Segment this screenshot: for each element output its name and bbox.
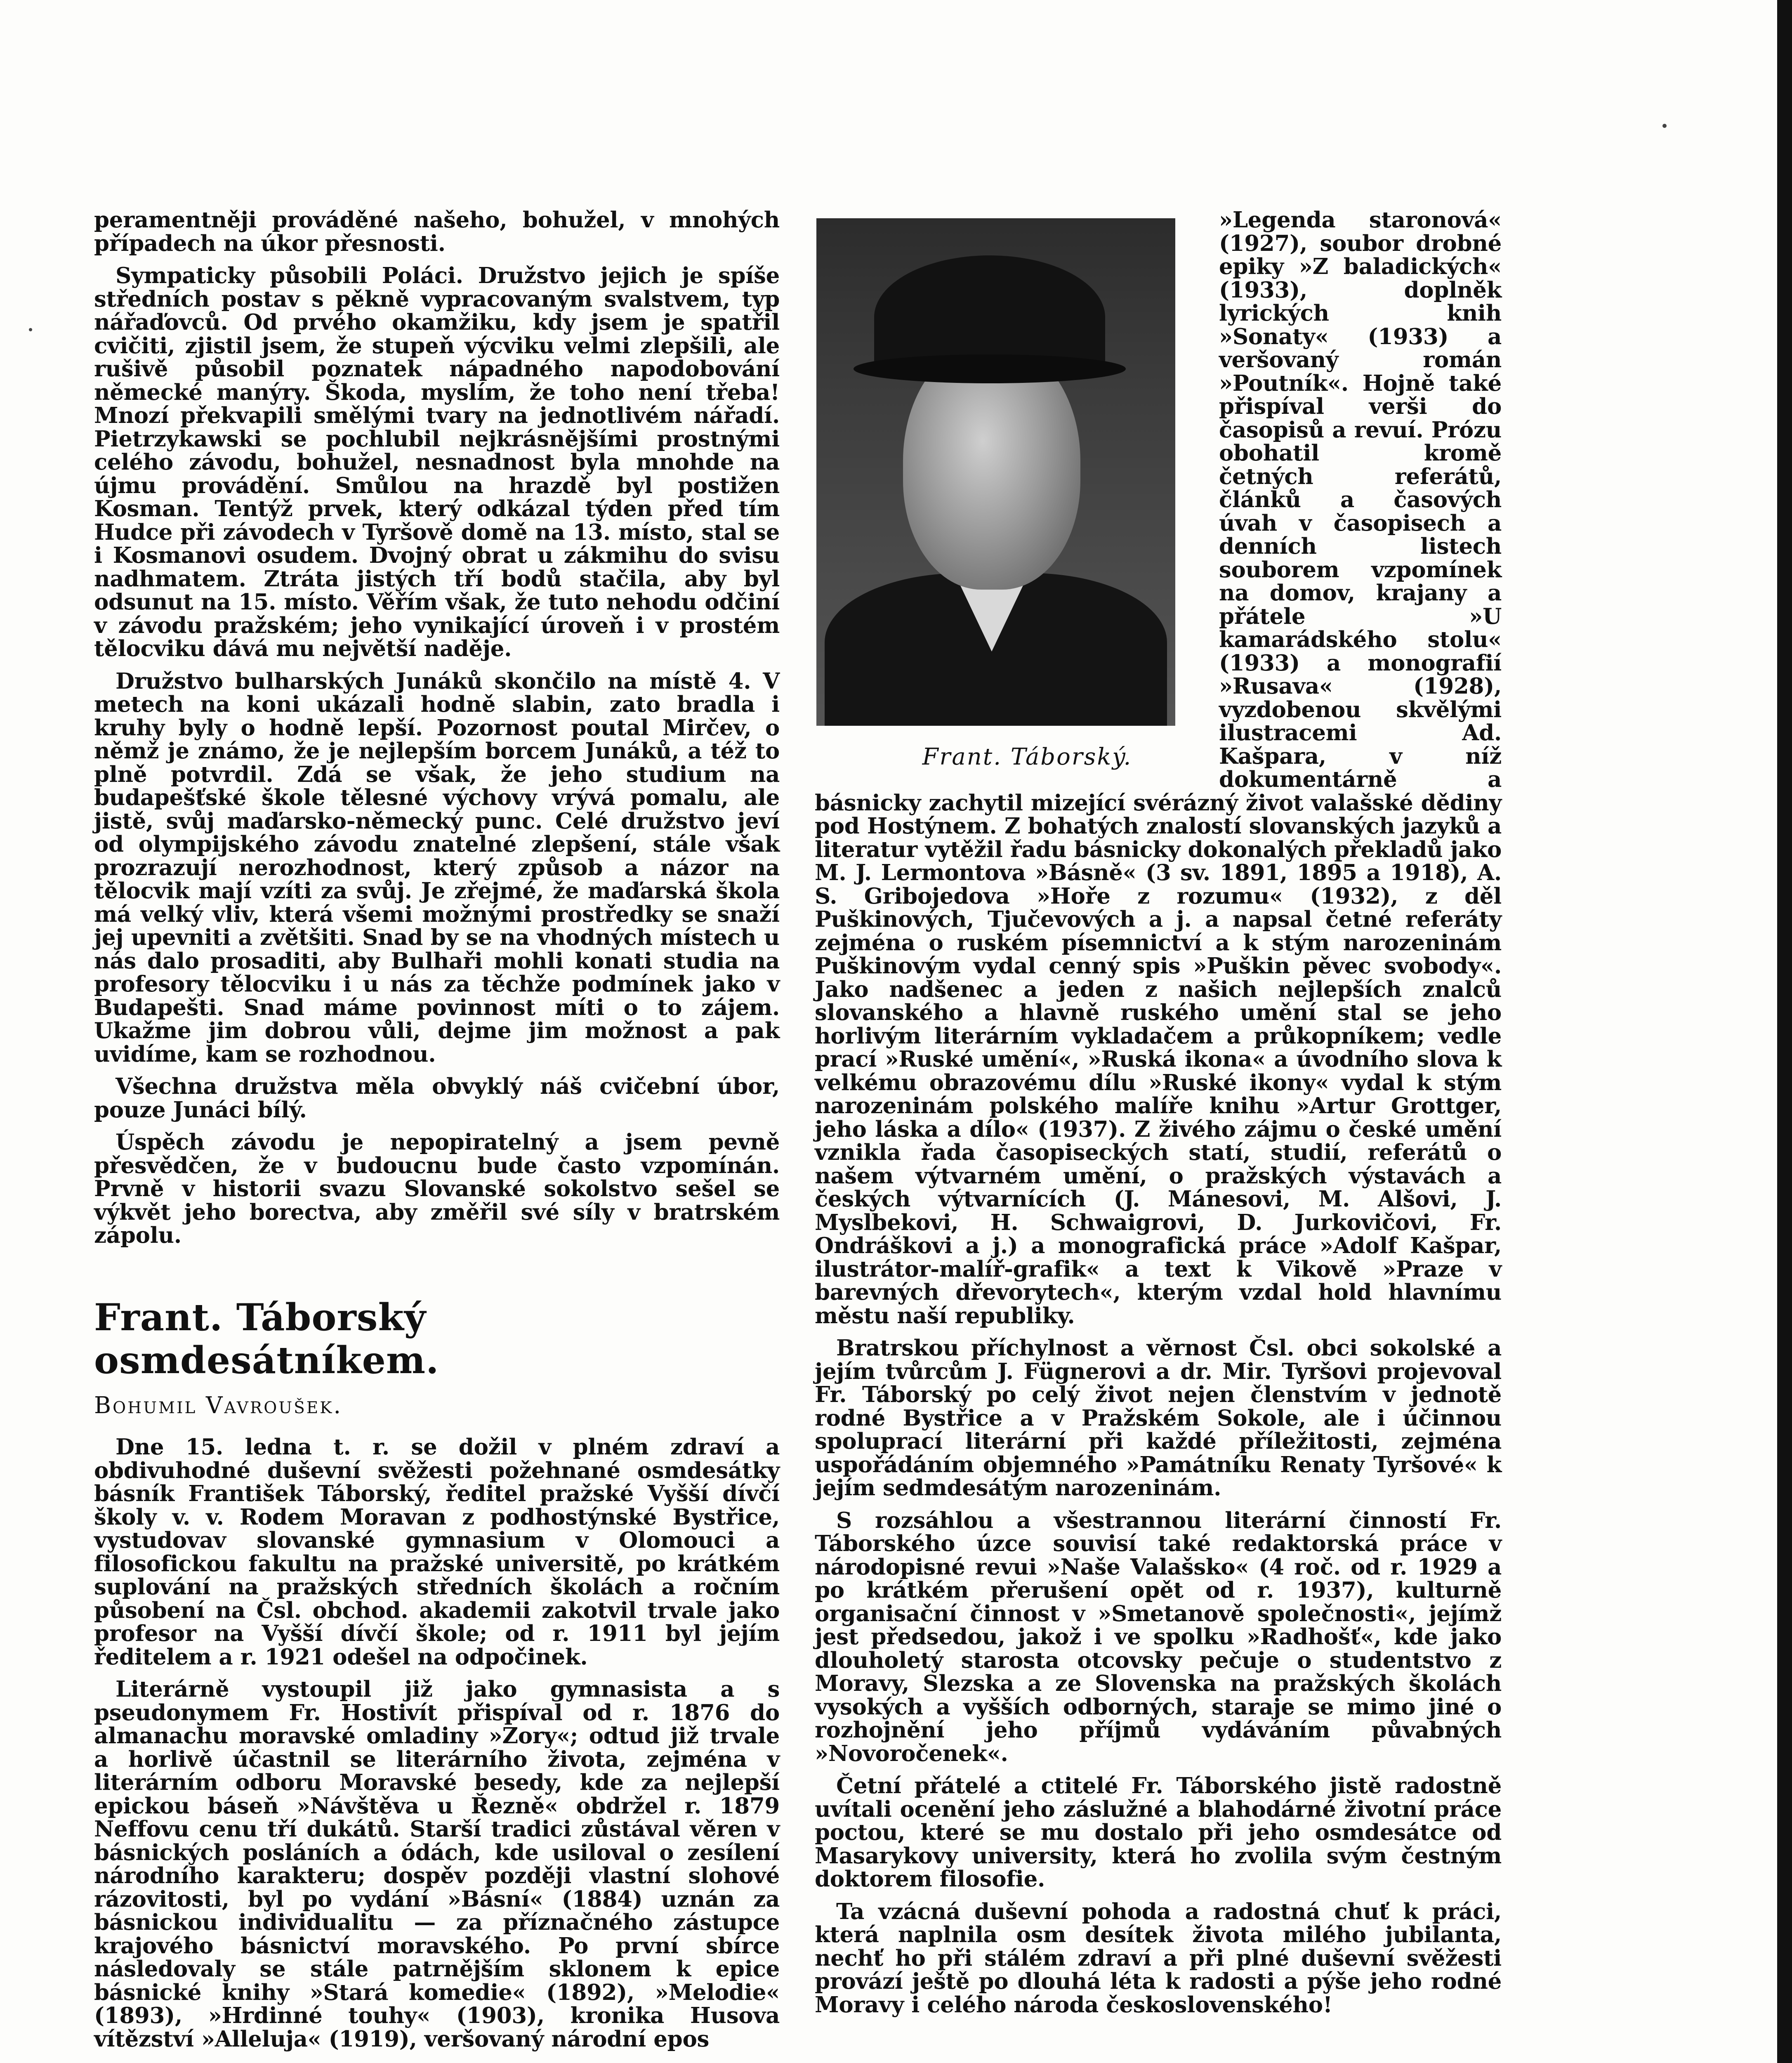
paragraph: Úspěch závodu je nepopiratelný a jsem pevně přesvědčen, že v budoucnu bude často vzpomínán. Prvně v historii svazu Slovanské sokolstvo sešel se výkvět jeho borectva, aby změřil své síly v bratrském zápolu. [94,1129,780,1248]
paragraph: peramentněji prováděné našeho, bohužel, v mnohých případech na úkor přesnosti. [94,207,780,256]
scan-edge [1777,0,1792,2063]
paragraph: Ta vzácná duševní pohoda a radostná chuť k práci, která naplnila osm desítek života milého jubilanta, nechť ho při stálém zdraví a při plné duševní svěžesti provází ještě po dlouhá léta k radosti a pýše jeho rodné Moravy i celého národa československého! [815,1898,1502,2018]
paragraph: Bratrskou příchylnost a věrnost Čsl. obci sokolské a jejím tvůrcům J. Fügnerovi a dr. Mir. Tyršovi projevoval Fr. Táborský po celý život nejen členstvím v jednotě rodné Bystřice a v Pražském Sokole, ale i účinnou spoluprací literární při každé příležitosti, zejména uspořádáním objemného »Památníku Renaty Tyršové« k jejím sedmdesátým narozeninám. [815,1335,1502,1501]
scan-speck [1662,124,1667,128]
paragraph: Všechna družstva měla obvyklý náš cvičební úbor, pouze Junáci bílý. [94,1074,780,1123]
paragraph: Četní přátelé a ctitelé Fr. Táborského jistě radostně uvítali ocenění jeho záslužné a blahodárné životní práce poctou, které se mu dostalo při jeho osmdesátce od Masarykovy university, která ho zvolila svým čestným doktorem filosofie. [815,1773,1502,1892]
paragraph: »Legenda staronová« (1927), soubor drobné epiky »Z baladických« (1933), doplněk lyrických knih »Sonaty« (1933) a veršovaný román »Poutník«. Hojně také přispíval verši do časopisů a revuí. Prózu obohatil kromě četných referátů, článků a časových úvah v časopisech a denních listech souborem vzpomínek na domov, krajany a přátele »U kamarádského stolu« (1933) a monografií »Rusava« (1928), vyzdobenou skvělými ilustracemi Ad. Kašpara, v níž dokumentárně a básnicky zachytil mizející svérázný život valašské dědiny pod Hostýnem. Z bohatých znalostí slovanských jazyků a literatur vytěžil řadu básnicky dokonalých překladů jako M. J. Lermontova »Básně« (3 sv. 1891, 1895 a 1918), A. S. Gribojedova »Hoře z rozumu« (1932), z děl Puškinových, Tjučevových a j. a napsal četné referáty zejména o ruském písemnictví a k stým narozeninám Puškinovým vydal cenný spis »Puškin pěvec svobody«. Jako nadšenec a jeden z našich nejlepších znalců slovanského a hlavně ruského umění stal se jeho horlivým literárním vykladačem a průkopníkem; vedle prací »Ruské umění«, »Ruská ikona« a úvodního slova k velkému obrazovému dílu »Ruské ikony« vydal k stým narozeninám polského malíře knihu »Artur Grottger, jeho láska a dílo« (1937). Z živého zájmu o české umění vznikla řada časopiseckých statí, studií, referátů o našem výtvarném umění, o pražských výstavách a českých výtvarnících (J. Mánesovi, M. Alšovi, J. Myslbekovi, H. Schwaigrovi, D. Jurkovičovi, Fr. Ondráškovi a j.) a monografická práce »Adolf Kašpar, ilustrátor-malíř-grafik« a text k Vikově »Praze v barevných dřevorytech«, kterým vzdal hold hlavnímu městu naší republiky. [815,207,1502,1329]
left-column [94,208,780,2051]
paragraph: Literárně vystoupil již jako gymnasista a s pseudonymem Fr. Hostivít přispíval od r. 1876 do almanachu moravské omladiny »Zory«; odtud již trvale a horlivě účastnil se literárního života, zejména v literárním odboru Moravské besedy, kde za nejlepší epickou báseň »Návštěva u Řezně« obdržel r. 1879 Neffovu cenu tří dukátů. Starší tradici zůstával věren v básnických posláních a ódách, kde usiloval o zesílení národního karakteru; dospěv později vlastní slohové rázovitosti, byl po vydání »Básní« (1884) uznán za básnickou individualitu — za příznačného zástupce krajového básnictví moravského. Po první sbírce následovaly se stále patrnějším sklonem k epice básnické knihy »Stará komedie« (1892), »Melodie« (1893), »Hrdinné touhy« (1903), kronika Husova vítězství »Alleluja« (1919), veršovaný národní epos [94,1676,780,2052]
paragraph: Dne 15. ledna t. r. se dožil v plném zdraví a obdivuhodné duševní svěžesti požehnané osmdesátky básník František Táborský, ředitel pražské Vyšší dívčí školy v. v. Rodem Moravan z podhostýnské Bystřice, vystudovav slovanské gymnasium v Olomouci a filosofickou fakultu na pražské universitě, po krátkém suplování na pražských středních školách a ročním působení na Čsl. obchod. akademii zakotvil trvale jako profesor na Vyšší dívčí škole; od r. 1911 byl jejím ředitelem a r. 1921 odešel na odpočinek. [94,1434,780,1670]
right-column [815,208,1502,2016]
portrait-photo [816,218,1175,726]
paragraph: S rozsáhlou a všestrannou literární činností Fr. Táborského úzce souvisí také redaktorská práce v národopisné revui »Naše Valašsko« (4 roč. od r. 1929 a po krátkém přerušení opět od r. 1937), kulturně organisační činnost v »Smetanově společnosti«, jejímž jest předsedou, jakož i ve spolku »Radhošť«, kde jako dlouholetý starosta otcovsky pečuje o studentstvo z Moravy, Slezska a ze Slovenska na pražských školách vysokých a vyšších odborných, staraje se mimo jiné o rozhojnění jeho příjmů vydáváním půvabných »Novoročenek«. [815,1507,1502,1766]
author-byline: Bohumil Vavroušek. [94,1392,343,1419]
scan-speck [29,328,32,331]
paragraph: Družstvo bulharských Junáků skončilo na místě 4. V metech na koni ukázali hodně slabin, zato bradla i kruhy byly o hodně lepší. Pozornost poutal Mirčev, o němž je známo, že je nejlepším borcem Junáků, a též to plně potvrdil. Zdá se však, že jeho studium na budapešťské škole tělesné výchovy vrývá pomalu, ale jistě, svůj maďarsko-německý punc. Celé družstvo jeví od olympijského závodu znatelné zlepšení, stále však prozrazují nerozhodnost, který způsob a názor na tělocvik mají vzíti za svůj. Je zřejmé, že maďarská škola má velký vliv, která všemi možnými prostředky se snaží jej upevniti a zvětšiti. Snad by se na vhodných místech u nás dalo prosaditi, aby Bulhaři mohli konati studia na profesory tělocviku i u nás za těchže podmínek jako v Budapešti. Snad máme povinnost míti o to zájem. Ukažme jim dobrou vůli, dejme jim možnost a pak uvidíme, kam se rozhodnou. [94,668,780,1067]
photo-caption: Frant. Táborský. [922,744,1132,770]
portrait-figure [815,218,1203,769]
paragraph: Sympaticky působili Poláci. Družstvo jejich je spíše středních postav s pěkně vypracovaným svalstvem, typ nářaďovců. Od prvého okamžiku, kdy jsem je spatřil cvičiti, zjistil jsem, že stupeň výcviku velmi zlepšili, ale rušivě působil poznatek nápadného napodobování německé manýry. Škoda, myslím, že toho není třeba! Mnozí překvapili smělými tvary na jednotlivém nářadí. Pietrzykawski se pochlubil nejkrásnějšími prostnými celého závodu, bohužel, nesnadnost byla mnohde na újmu provádění. Smůlou na hrazdě byl postižen Kosman. Tentýž prvek, který odkázal týden před tím Hudce při závodech v Tyršově domě na 13. místo, stal se i Kosmanovi osudem. Dvojný obrat u zákmihu do svisu nadhmatem. Ztráta jistých tří bodů stačila, aby byl odsunut na 15. místo. Věřím však, že tuto nehodu odčiní v závodu pražském; jeho vynikající úroveň i v prostém tělocviku dává mu největší naděje. [94,263,780,661]
article-title: Frant. Táborský osmdesátníkem. [94,1295,439,1382]
